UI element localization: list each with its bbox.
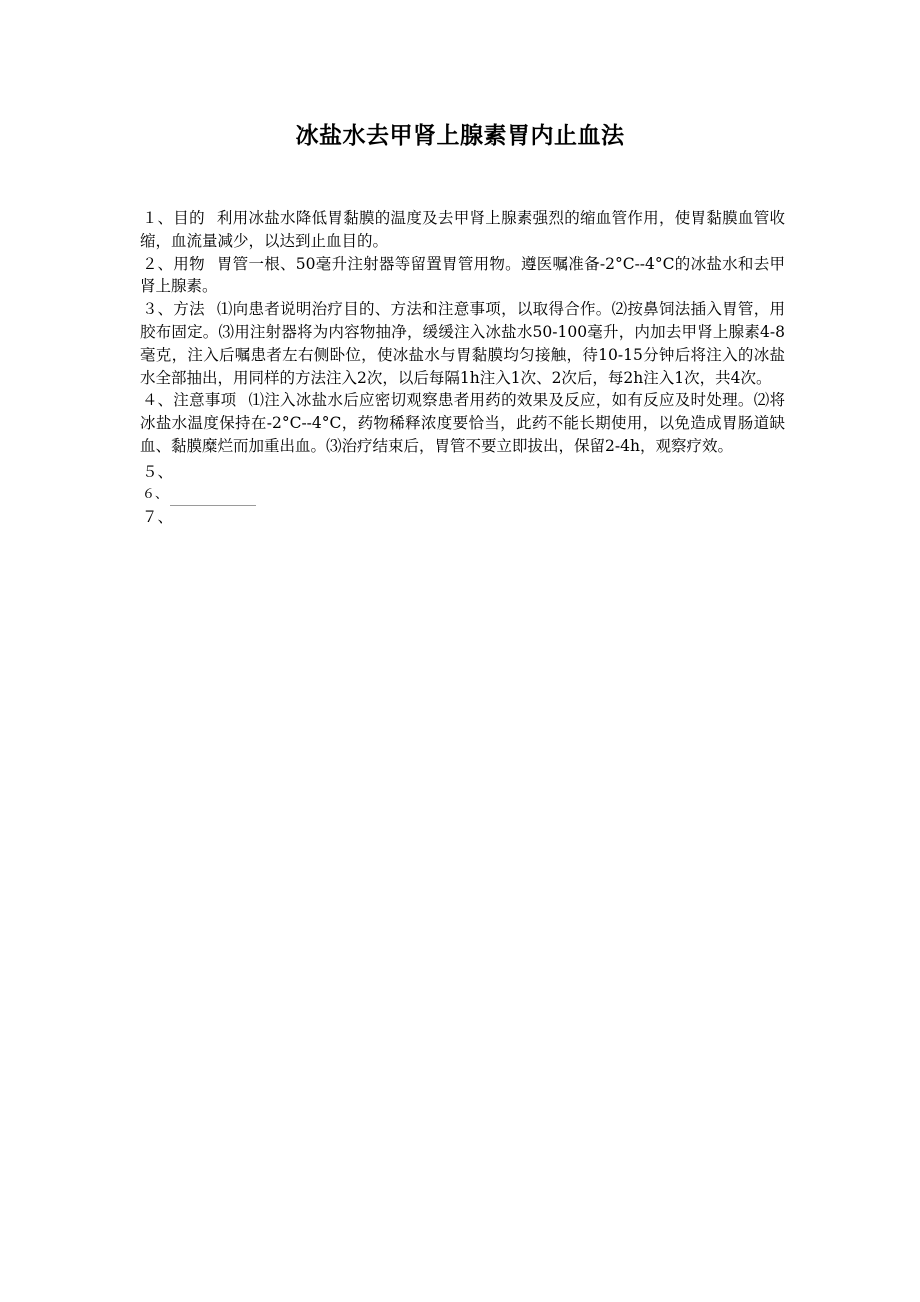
section-heading: 注意事项	[173, 391, 237, 410]
empty-item-5	[140, 461, 785, 484]
section-heading: 目的	[173, 209, 205, 227]
section-number: ４、	[142, 391, 174, 410]
section-number: １、	[142, 209, 174, 227]
section-text: ⑴向患者说明治疗目的、方法和注意事项，以取得合作。⑵按鼻饲法插入胃管，用胶布固定。⑶用注射器将为内容物抽净，缓缓注入冰盐水50-100毫升，内加去甲肾上腺素4-8毫克，注入后嘱患者左右侧卧位，使冰盐水与胃黏膜均匀接触，待10-15分钟后将注入的冰盐水全部抽出，用同样的方法注入2次，以后每隔1h注入1次、2次后，每2h注入1次，共4次。	[140, 300, 785, 387]
section-supplies	[140, 253, 785, 299]
document-title: 冰盐水去甲肾上腺素胃内止血法	[295, 123, 625, 149]
section-purpose	[140, 207, 785, 253]
section-precautions	[140, 389, 785, 457]
section-heading: 用物	[173, 254, 205, 273]
document-body	[140, 207, 785, 529]
empty-item-7	[140, 506, 785, 529]
section-text: 胃管一根、50毫升注射器等留置胃管用物。遵医嘱准备-2°C--4°C的冰盐水和去甲肾上腺素。	[140, 254, 785, 296]
section-method	[140, 298, 785, 389]
item-number: ６、	[142, 486, 169, 502]
blank-underline	[170, 490, 256, 506]
section-text: 利用冰盐水降低胃黏膜的温度及去甲肾上腺素强烈的缩血管作用，使胃黏膜血管收缩，血流量减少，以达到止血目的。	[140, 209, 785, 250]
section-heading: 方法	[173, 300, 205, 319]
item-number: ５、	[142, 462, 174, 481]
section-number: ２、	[142, 254, 174, 273]
empty-item-6	[140, 484, 785, 507]
section-number: ３、	[142, 300, 174, 319]
section-text: ⑴注入冰盐水后应密切观察患者用药的效果及反应，如有反应及时处理。⑵将冰盐水温度保持在-2°C--4°C，药物稀释浓度要恰当，此药不能长期使用，以免造成胃肠道缺血、黏膜糜烂而加重出血。⑶治疗结束后，胃管不要立即拔出，保留2-4h，观察疗效。	[140, 391, 785, 455]
item-number: ７、	[142, 508, 174, 527]
